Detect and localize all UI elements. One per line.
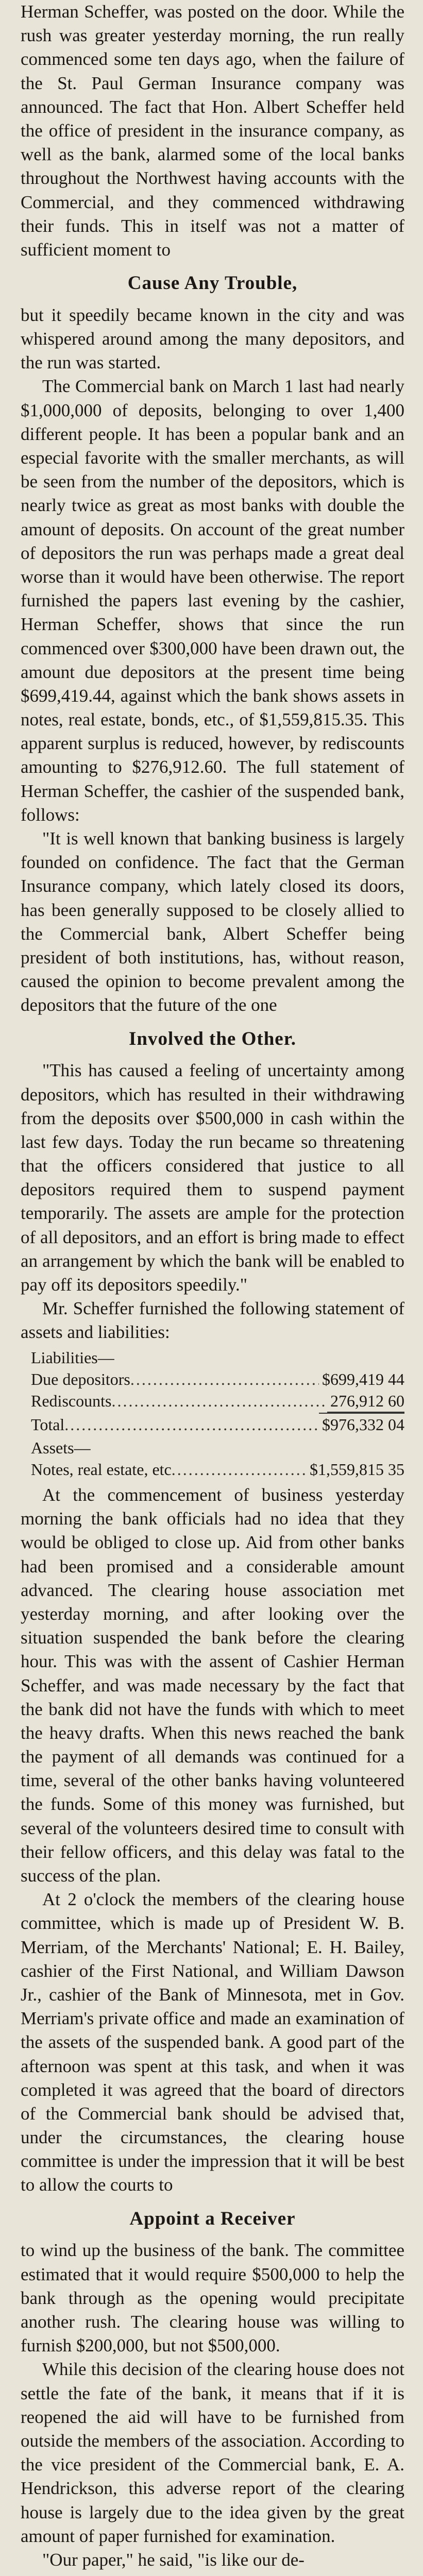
statement-label: Notes, real estate, etc <box>31 1460 172 1479</box>
statement-section-heading: Assets— <box>31 1438 91 1457</box>
statement-row <box>31 1368 404 1390</box>
article-paragraph: At 2 o'clock the members of the clearing house committee, which is made up of President W. B. Merriam, of the Merchants' National; E. H. Bailey, cashier of the First National, and William Dawson Jr., cashier of the Bank of Minnesota, met in Gov. Merriam's private office and made an examination of the assets of the suspended bank. A good part of the afternoon was spent at this task, and when it was completed it was agreed that the board of directors of the Commercial bank should be advised that, under the circumstances, the clearing house committee is under the impression that it will be best to allow the courts to <box>21 1889 404 2195</box>
leader-dots <box>64 1414 319 1435</box>
statement-row <box>31 1390 404 1413</box>
statement-amount: $699,419 44 <box>322 1369 404 1388</box>
article-paragraph: Mr. Scheffer furnished the following statement of assets and liabilities: <box>21 1298 404 1343</box>
leader-dots <box>130 1368 319 1390</box>
statement-row <box>31 1459 404 1480</box>
article-paragraph: At the commencement of business yesterday morning the bank officials had no idea that they would be obliged to close up. Aid from other banks had been promised and a considerable amount advanced. The clearing house association met yesterday morning, and after looking over the situation suspended the bank before the clearing hour. This was with the assent of Cashier Herman Scheffer, and was made necessary by the fact that the bank did not have the funds with which to meet the heavy drafts. When this news reached the bank the payment of all demands was continued for a time, several of the other banks having volunteered the funds. Some of this money was furnished, but several of the volunteers desired time to consult with their fellow officers, and this delay was fatal to the success of the plan. <box>21 1485 404 1886</box>
article-paragraph: "This has caused a feeling of uncertainty among depositors, which has resulted in their withdrawing from the deposits over $500,000 in cash within the last few days. Today the run became so threatening that the officers considered that justice to all depositors required them to suspend payment temporarily. The assets are ample for the protection of all depositors, and an effort is bring made to effect an arrangement by which the bank will be enabled to pay off its depositors speedily." <box>21 1060 404 1295</box>
statement-amount: 276,912 60 <box>327 1390 404 1413</box>
article-paragraph: but it speedily became known in the city and was whispered around among the many depositors, and the run was started. <box>21 304 404 373</box>
statement-label: Rediscounts <box>31 1392 112 1411</box>
article-paragraph: to wind up the business of the bank. The committee estimated that it would require $500,000 to help the bank through as the opening would precipitate another rush. The clearing house was willing to furnish $200,000, but not $500,000. <box>21 2240 404 2356</box>
section-subheading: Cause Any Trouble, <box>127 273 298 294</box>
article-paragraph: "It is well known that banking business is largely founded on confidence. The fact that the German Insurance company, which lately closed its doors, has been generally supposed to be closely allied to the Commercial bank, Albert Scheffer being president of both institutions, has, without reason, caused the opinion to become prevalent among the depositors that the future of the one <box>21 828 404 1015</box>
article-paragraph: "Our paper," he said, "is like our de- <box>42 2549 304 2570</box>
statement-section-heading: Liabilities— <box>31 1348 114 1367</box>
article-paragraph: While this decision of the clearing house does not settle the fate of the bank, it means that if it is reopened the aid will have to be furnished from outside the members of the association. According to the vice president of the Commercial bank, E. A. Hendrickson, this adverse report of the clearing house is largely due to the idea given by the great amount of paper furnished for examination. <box>21 2359 404 2546</box>
section-subheading: Appoint a Receiver <box>129 2208 296 2229</box>
article-paragraph: The Commercial bank on March 1 last had nearly $1,000,000 of deposits, belonging to over 1,400 different people. It has been a popular bank and an especial favorite with the smaller merchants, as will be seen from the number of the depositors, which is nearly twice as great as most banks with double the amount of deposits. On account of the great number of depositors the run was perhaps made a great deal worse than it would have been otherwise. The report furnished the papers last evening by the cashier, Herman Scheffer, shows that since the run commenced over $300,000 have been drawn out, the amount due depositors at the present time being $699,419.44, against which the bank shows assets in notes, real estate, bonds, etc., of $1,559,815.35. This apparent surplus is reduced, however, by rediscounts amounting to $276,912.60. The full statement of Herman Scheffer, the cashier of the suspended bank, follows: <box>21 376 404 825</box>
statement-label: Total <box>31 1415 65 1434</box>
section-subheading: Involved the Other. <box>129 1028 296 1049</box>
leader-dots <box>172 1459 307 1480</box>
article-paragraph: Herman Scheffer, was posted on the door. While the rush was greater yesterday morning, the run really commenced some ten days ago, when the failure of the St. Paul German Insurance company was announced. The fact that Hon. Albert Scheffer held the office of president in the insurance company, as well as the bank, alarmed some of the local banks throughout the Northwest having accounts with the Commercial, and they commenced withdrawing their funds. This in itself was not a matter of sufficient moment to <box>21 2 404 260</box>
leader-dots <box>111 1390 327 1412</box>
statement-total-row <box>31 1413 404 1435</box>
financial-statement <box>21 1347 404 1480</box>
statement-amount: $1,559,815 35 <box>310 1460 404 1479</box>
statement-label: Due depositors <box>31 1369 130 1388</box>
statement-amount: $976,332 04 <box>319 1413 404 1435</box>
